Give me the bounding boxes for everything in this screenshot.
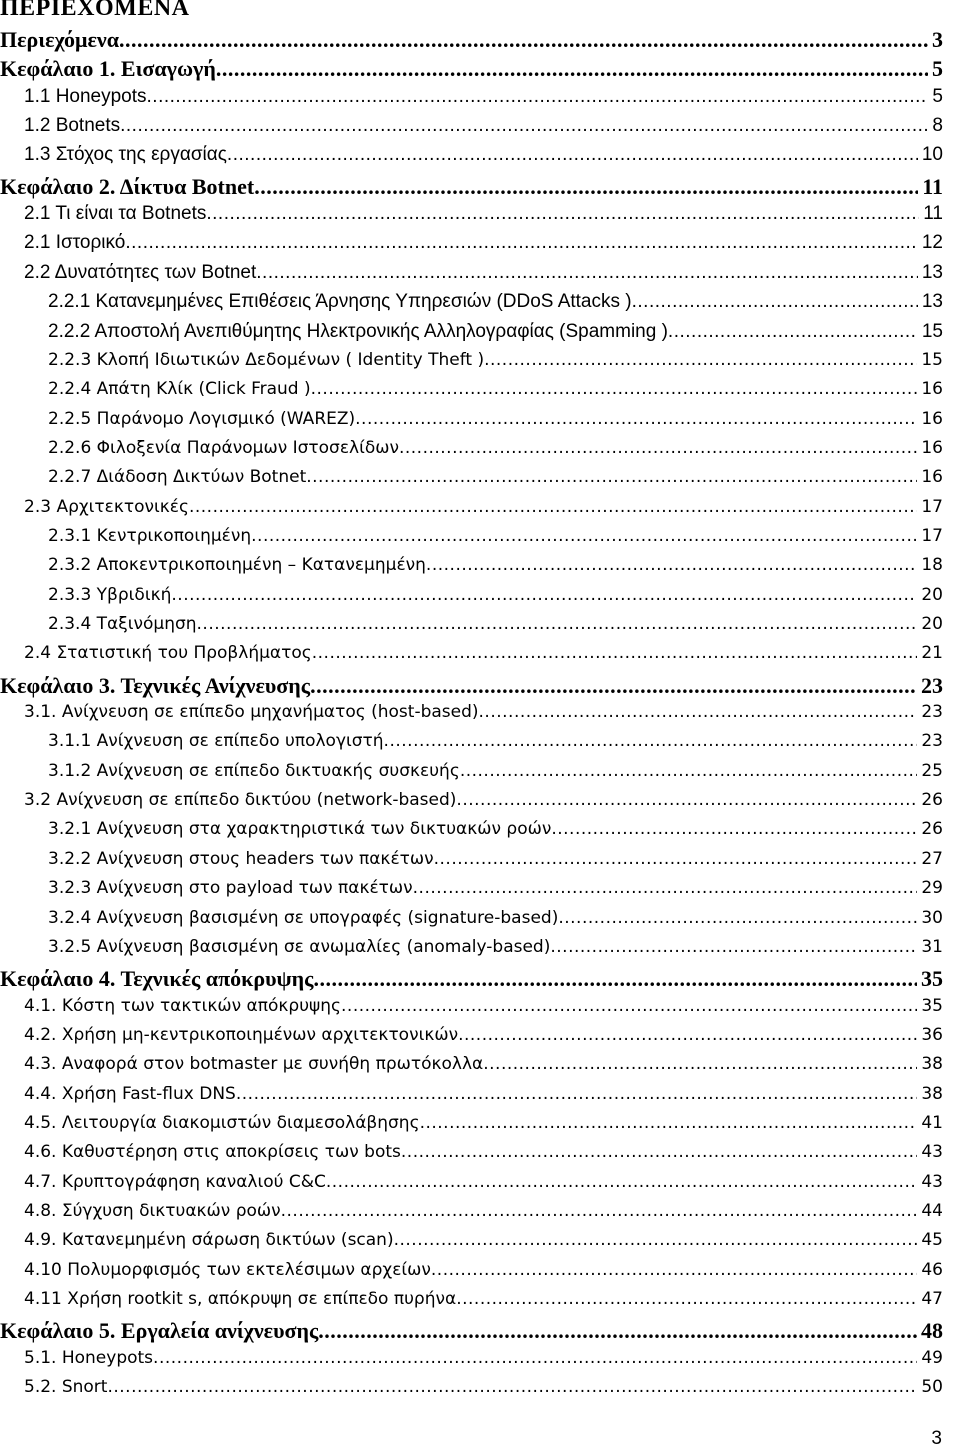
toc-leader-dots <box>326 1172 917 1192</box>
toc-leader-dots <box>384 731 918 751</box>
toc-entry[interactable] <box>24 86 943 115</box>
toc-entry-title: 3.1. Ανίχνευση σε επίπεδο μηχανήματος (host-based) <box>24 702 479 723</box>
toc-leader-dots <box>341 996 917 1016</box>
toc-entry[interactable] <box>48 849 943 878</box>
toc-entry-title: 1.3 Στόχος της εργασίας <box>24 144 227 166</box>
toc-entry-page: 26 <box>921 819 943 840</box>
toc-entry[interactable] <box>48 555 943 584</box>
toc-entry[interactable] <box>24 1201 943 1230</box>
toc-entry-title: 4.11 Χρήση rootkit s, απόκρυψη σε επίπεδο πυρήνα <box>24 1289 457 1310</box>
toc-entry-page: 23 <box>921 731 943 752</box>
toc-entry-title: Κεφάλαιο 1. Εισαγωγή <box>0 56 216 82</box>
toc-entry[interactable] <box>24 996 943 1025</box>
toc-entry-title: 5.2. Snort <box>24 1377 108 1398</box>
toc-entry-title: 4.4. Χρήση Fast-flux DNS <box>24 1083 236 1104</box>
toc-entry-page: 30 <box>921 907 943 928</box>
toc-entry-page: 16 <box>921 379 943 400</box>
toc-entry[interactable] <box>48 409 943 438</box>
toc-leader-dots <box>312 643 918 663</box>
toc-entry[interactable] <box>48 585 943 614</box>
toc-entry-page: 20 <box>921 614 943 634</box>
toc-entry-title: 2.3 Αρχιτεκτονικές <box>24 496 189 517</box>
toc-entry-page: 44 <box>921 1201 943 1221</box>
toc-leader-dots <box>254 174 918 200</box>
toc-leader-dots <box>313 966 917 992</box>
toc-entry-page: 17 <box>921 496 943 517</box>
toc-entry[interactable] <box>0 56 943 85</box>
toc-leader-dots <box>632 291 918 313</box>
toc-entry-title: 2.2.3 Κλοπή Ιδιωτικών Δεδομένων ( Identity Theft ) <box>48 349 485 370</box>
toc-entry[interactable] <box>0 174 943 203</box>
page-number: 3 <box>931 1428 942 1449</box>
toc-entry-page: 16 <box>921 437 943 458</box>
toc-entry[interactable] <box>24 1172 943 1201</box>
toc-entry[interactable] <box>48 526 943 555</box>
toc-entry[interactable] <box>48 291 943 320</box>
toc-entry-title: 2.2.1 Κατανεμημένες Επιθέσεις Άρνησης Υπηρεσιών (DDoS Attacks ) <box>48 291 632 313</box>
toc-leader-dots <box>668 321 918 343</box>
toc-entry[interactable] <box>48 761 943 790</box>
toc-leader-dots <box>119 27 928 53</box>
toc-entry-page: 35 <box>921 966 943 992</box>
toc-entry-page: 20 <box>921 584 943 605</box>
toc-leader-dots <box>251 526 917 546</box>
toc-leader-dots <box>236 1084 918 1104</box>
toc-entry[interactable] <box>48 467 943 496</box>
toc-entry-page: 8 <box>932 115 943 137</box>
toc-entry-title: 2.2.2 Αποστολή Ανεπιθύμητης Ηλεκτρονικής Αλληλογραφίας (Spamming ) <box>48 320 668 342</box>
toc-entry[interactable] <box>48 321 943 350</box>
toc-leader-dots <box>256 262 918 284</box>
toc-entry-title: 2.2.4 Απάτη Κλίκ (Click Fraud ) <box>48 379 311 400</box>
toc-entry-page: 35 <box>921 995 943 1016</box>
toc-leader-dots <box>426 555 917 575</box>
toc-entry-page: 25 <box>921 760 943 781</box>
toc-leader-dots <box>310 673 917 699</box>
toc-entry-title: 4.10 Πολυμορφισμός των εκτελέσιμων αρχείων <box>24 1259 431 1280</box>
toc-leader-dots <box>431 1260 917 1280</box>
toc-entry-page: 18 <box>921 555 943 576</box>
toc-entry-page: 5 <box>932 56 943 82</box>
toc-leader-dots <box>120 115 928 137</box>
toc-entry[interactable] <box>0 27 943 56</box>
toc-entry-page: 49 <box>921 1347 943 1368</box>
toc-leader-dots <box>394 1230 918 1250</box>
toc-leader-dots <box>147 86 929 108</box>
toc-leader-dots <box>399 438 917 458</box>
toc-entry-page: 27 <box>921 848 943 869</box>
toc-entry[interactable] <box>48 878 943 907</box>
toc-entry[interactable] <box>24 497 943 526</box>
toc-entry-title: 4.3. Αναφορά στον botmaster με συνήθη πρωτόκολλα <box>24 1054 484 1075</box>
toc-leader-dots <box>456 1289 917 1309</box>
toc-entry-page: 16 <box>921 408 943 429</box>
toc-entry-page: 38 <box>921 1054 943 1075</box>
toc-entry-page: 16 <box>921 467 943 488</box>
toc-entry-page: 43 <box>921 1142 943 1163</box>
toc-entry[interactable] <box>24 1260 943 1289</box>
toc-leader-dots <box>281 1201 918 1221</box>
toc-entry[interactable] <box>24 702 943 731</box>
toc-leader-dots <box>460 761 918 781</box>
toc-entry-page: 15 <box>921 349 943 370</box>
toc-entry-title: Κεφάλαιο 4. Τεχνικές απόκρυψης <box>0 966 314 992</box>
toc-entry-page: 41 <box>921 1112 943 1133</box>
toc-entry-title: Κεφάλαιο 3. Τεχνικές Ανίχνευσης <box>0 672 311 698</box>
toc-entry-page: 13 <box>921 291 943 313</box>
toc-heading: ΠΕΡΙΕΧΟΜΕΝΑ <box>0 0 190 21</box>
toc-entry-page: 36 <box>921 1024 943 1045</box>
toc-entry[interactable] <box>48 937 943 966</box>
toc-leader-dots <box>171 585 917 605</box>
toc-entry-title: 2.2.7 Διάδοση Δικτύων Botnet <box>48 467 307 488</box>
toc-entry-title: 3.2.4 Ανίχνευση βασισμένη σε υπογραφές (signature-based) <box>48 907 559 928</box>
toc-entry-title: 4.2. Χρήση μη-κεντρικοποιημένων αρχιτεκτονικών <box>24 1024 459 1045</box>
toc-entry[interactable] <box>0 1318 943 1347</box>
toc-entry-title: Περιεχόμενα <box>0 27 120 52</box>
toc-entry[interactable] <box>0 673 943 702</box>
toc-entry-title: 3.2.3 Ανίχνευση στο payload των πακέτων <box>48 878 413 899</box>
toc-entry-page: 10 <box>921 144 943 166</box>
toc-entry[interactable] <box>24 1348 943 1377</box>
toc-entry[interactable] <box>24 1113 943 1142</box>
toc-entry-title: 4.9. Κατανεμημένη σάρωση δικτύων (scan) <box>24 1230 394 1251</box>
toc-entry-page: 29 <box>921 878 943 899</box>
toc-entry[interactable] <box>24 1289 943 1318</box>
toc-entry-page: 11 <box>923 203 943 225</box>
toc-entry-page: 21 <box>921 643 943 664</box>
toc-entry[interactable] <box>48 908 943 937</box>
toc-entry-page: 11 <box>922 173 943 199</box>
toc-entry-title: 3.2 Ανίχνευση σε επίπεδο δικτύου (network-based) <box>24 790 457 811</box>
toc-entry[interactable] <box>48 379 943 408</box>
toc-leader-dots <box>483 1054 917 1074</box>
toc-entry-title: 4.8. Σύγχυση δικτυακών ροών <box>24 1201 281 1221</box>
toc-leader-dots <box>197 614 918 634</box>
toc-entry[interactable] <box>24 262 943 291</box>
toc-entry-page: 31 <box>921 936 943 957</box>
toc-entry[interactable] <box>24 643 943 672</box>
toc-entry-title: 3.2.2 Ανίχνευση στους headers των πακέτων <box>48 848 434 869</box>
toc-entry[interactable] <box>0 966 943 995</box>
toc-entry[interactable] <box>48 350 943 379</box>
toc-entry-title: 2.3.2 Αποκεντρικοποιημένη – Κατανεμημένη <box>48 555 426 576</box>
toc-leader-dots <box>551 819 917 839</box>
toc-leader-dots <box>318 1318 917 1344</box>
toc-entry-title: 2.2.5 Παράνομο Λογισμικό (WAREZ) <box>48 408 356 429</box>
toc-entry-title: 5.1. Honeypots <box>24 1347 154 1368</box>
toc-leader-dots <box>153 1348 917 1368</box>
toc-leader-dots <box>311 379 918 399</box>
toc-entry-title: 2.1 Τι είναι τα Botnets <box>24 203 207 225</box>
toc-entry-title: 2.3.1 Κεντρικοποιημένη <box>48 525 252 546</box>
toc-leader-dots <box>107 1377 917 1397</box>
toc-entry-title: 2.2.6 Φιλοξενία Παράνομων Ιστοσελίδων <box>48 437 399 458</box>
toc-leader-dots <box>206 203 919 225</box>
toc-entry[interactable] <box>24 1377 943 1406</box>
toc-leader-dots <box>484 350 917 370</box>
toc-entry-page: 23 <box>921 702 943 723</box>
toc-entry-title: 2.2 Δυνατότητες των Botnet <box>24 261 257 283</box>
toc-entry-page: 45 <box>921 1230 943 1251</box>
toc-entry-page: 46 <box>921 1259 943 1280</box>
toc-entry[interactable] <box>24 232 943 261</box>
toc-leader-dots <box>216 56 928 82</box>
toc-entry[interactable] <box>24 115 943 144</box>
toc-entry[interactable] <box>24 1084 943 1113</box>
toc-entry-page: 23 <box>921 672 943 698</box>
toc-entry-page: 50 <box>921 1377 943 1398</box>
toc-entry-title: Κεφάλαιο 5. Εργαλεία ανίχνευσης <box>0 1318 319 1344</box>
toc-entry-title: 2.4 Στατιστική του Προβλήματος <box>24 643 312 664</box>
toc-entry-page: 43 <box>921 1171 943 1192</box>
toc-entry[interactable] <box>24 1025 943 1054</box>
toc-entry-page: 13 <box>921 261 943 283</box>
toc-entry-title: 3.2.5 Ανίχνευση βασισμένη σε ανωμαλίες (anomaly-based) <box>48 936 551 957</box>
toc-entry-title: Κεφάλαιο 2. Δίκτυα Botnet <box>0 173 255 199</box>
toc-entry-title: 4.1. Κόστη των τακτικών απόκρυψης <box>24 995 342 1016</box>
toc-leader-dots <box>479 702 918 722</box>
toc-leader-dots <box>401 1142 917 1162</box>
toc-leader-dots <box>189 497 917 517</box>
toc-entry-title: 3.1.1 Ανίχνευση σε επίπεδο υπολογιστή <box>48 731 384 752</box>
toc-entry-title: 3.1.2 Ανίχνευση σε επίπεδο δικτυακής συσκευής <box>48 760 460 781</box>
toc-entry-page: 17 <box>921 525 943 546</box>
toc-leader-dots <box>227 144 918 166</box>
toc-entry-title: 2.1 Ιστορικό <box>24 232 126 254</box>
toc-leader-dots <box>306 467 917 487</box>
toc-leader-dots <box>558 908 917 928</box>
toc-entry-title: 4.5. Λειτουργία διακομιστών διαμεσολάβησης <box>24 1112 420 1133</box>
toc-entry[interactable] <box>48 614 943 643</box>
toc-entry-page: 47 <box>921 1289 943 1310</box>
toc-entry-title: 2.3.3 Υβριδική <box>48 584 172 605</box>
toc-entry[interactable] <box>24 1054 943 1083</box>
toc-leader-dots <box>413 878 918 898</box>
toc-leader-dots <box>456 790 917 810</box>
toc-leader-dots <box>458 1025 917 1045</box>
toc-leader-dots <box>434 849 918 869</box>
toc-entry[interactable] <box>24 203 943 232</box>
toc-leader-dots <box>420 1113 918 1133</box>
toc-entry-title: 3.2.1 Ανίχνευση στα χαρακτηριστικά των δικτυακών ροών <box>48 819 552 840</box>
toc-entry-title: 1.2 Botnets <box>24 115 121 137</box>
toc-entry-page: 3 <box>932 27 943 52</box>
toc-entry-title: 4.6. Καθυστέρηση στις αποκρίσεις των bots <box>24 1142 401 1163</box>
toc-leader-dots <box>550 937 917 957</box>
toc-leader-dots <box>125 232 917 254</box>
toc-entry-title: 4.7. Κρυπτογράφηση καναλιού C&C <box>24 1171 326 1192</box>
toc-entry[interactable] <box>24 1230 943 1259</box>
toc-entry-page: 48 <box>921 1318 943 1344</box>
toc-entry-title: 2.3.4 Ταξινόμηση <box>48 614 197 634</box>
toc-entry-page: 5 <box>932 85 943 107</box>
toc-entry-title: 1.1 Honeypots <box>24 85 147 107</box>
toc-entry[interactable] <box>48 731 943 760</box>
toc-entry-page: 26 <box>921 790 943 811</box>
toc-entry[interactable] <box>24 1142 943 1171</box>
toc-entry[interactable] <box>24 790 943 819</box>
toc-entry[interactable] <box>24 144 943 173</box>
toc-entry[interactable] <box>48 438 943 467</box>
toc-leader-dots <box>355 409 917 429</box>
toc-entry-page: 12 <box>921 232 943 254</box>
toc-entry-page: 38 <box>921 1083 943 1104</box>
toc-entry-page: 15 <box>921 320 943 342</box>
toc-entry[interactable] <box>48 819 943 848</box>
